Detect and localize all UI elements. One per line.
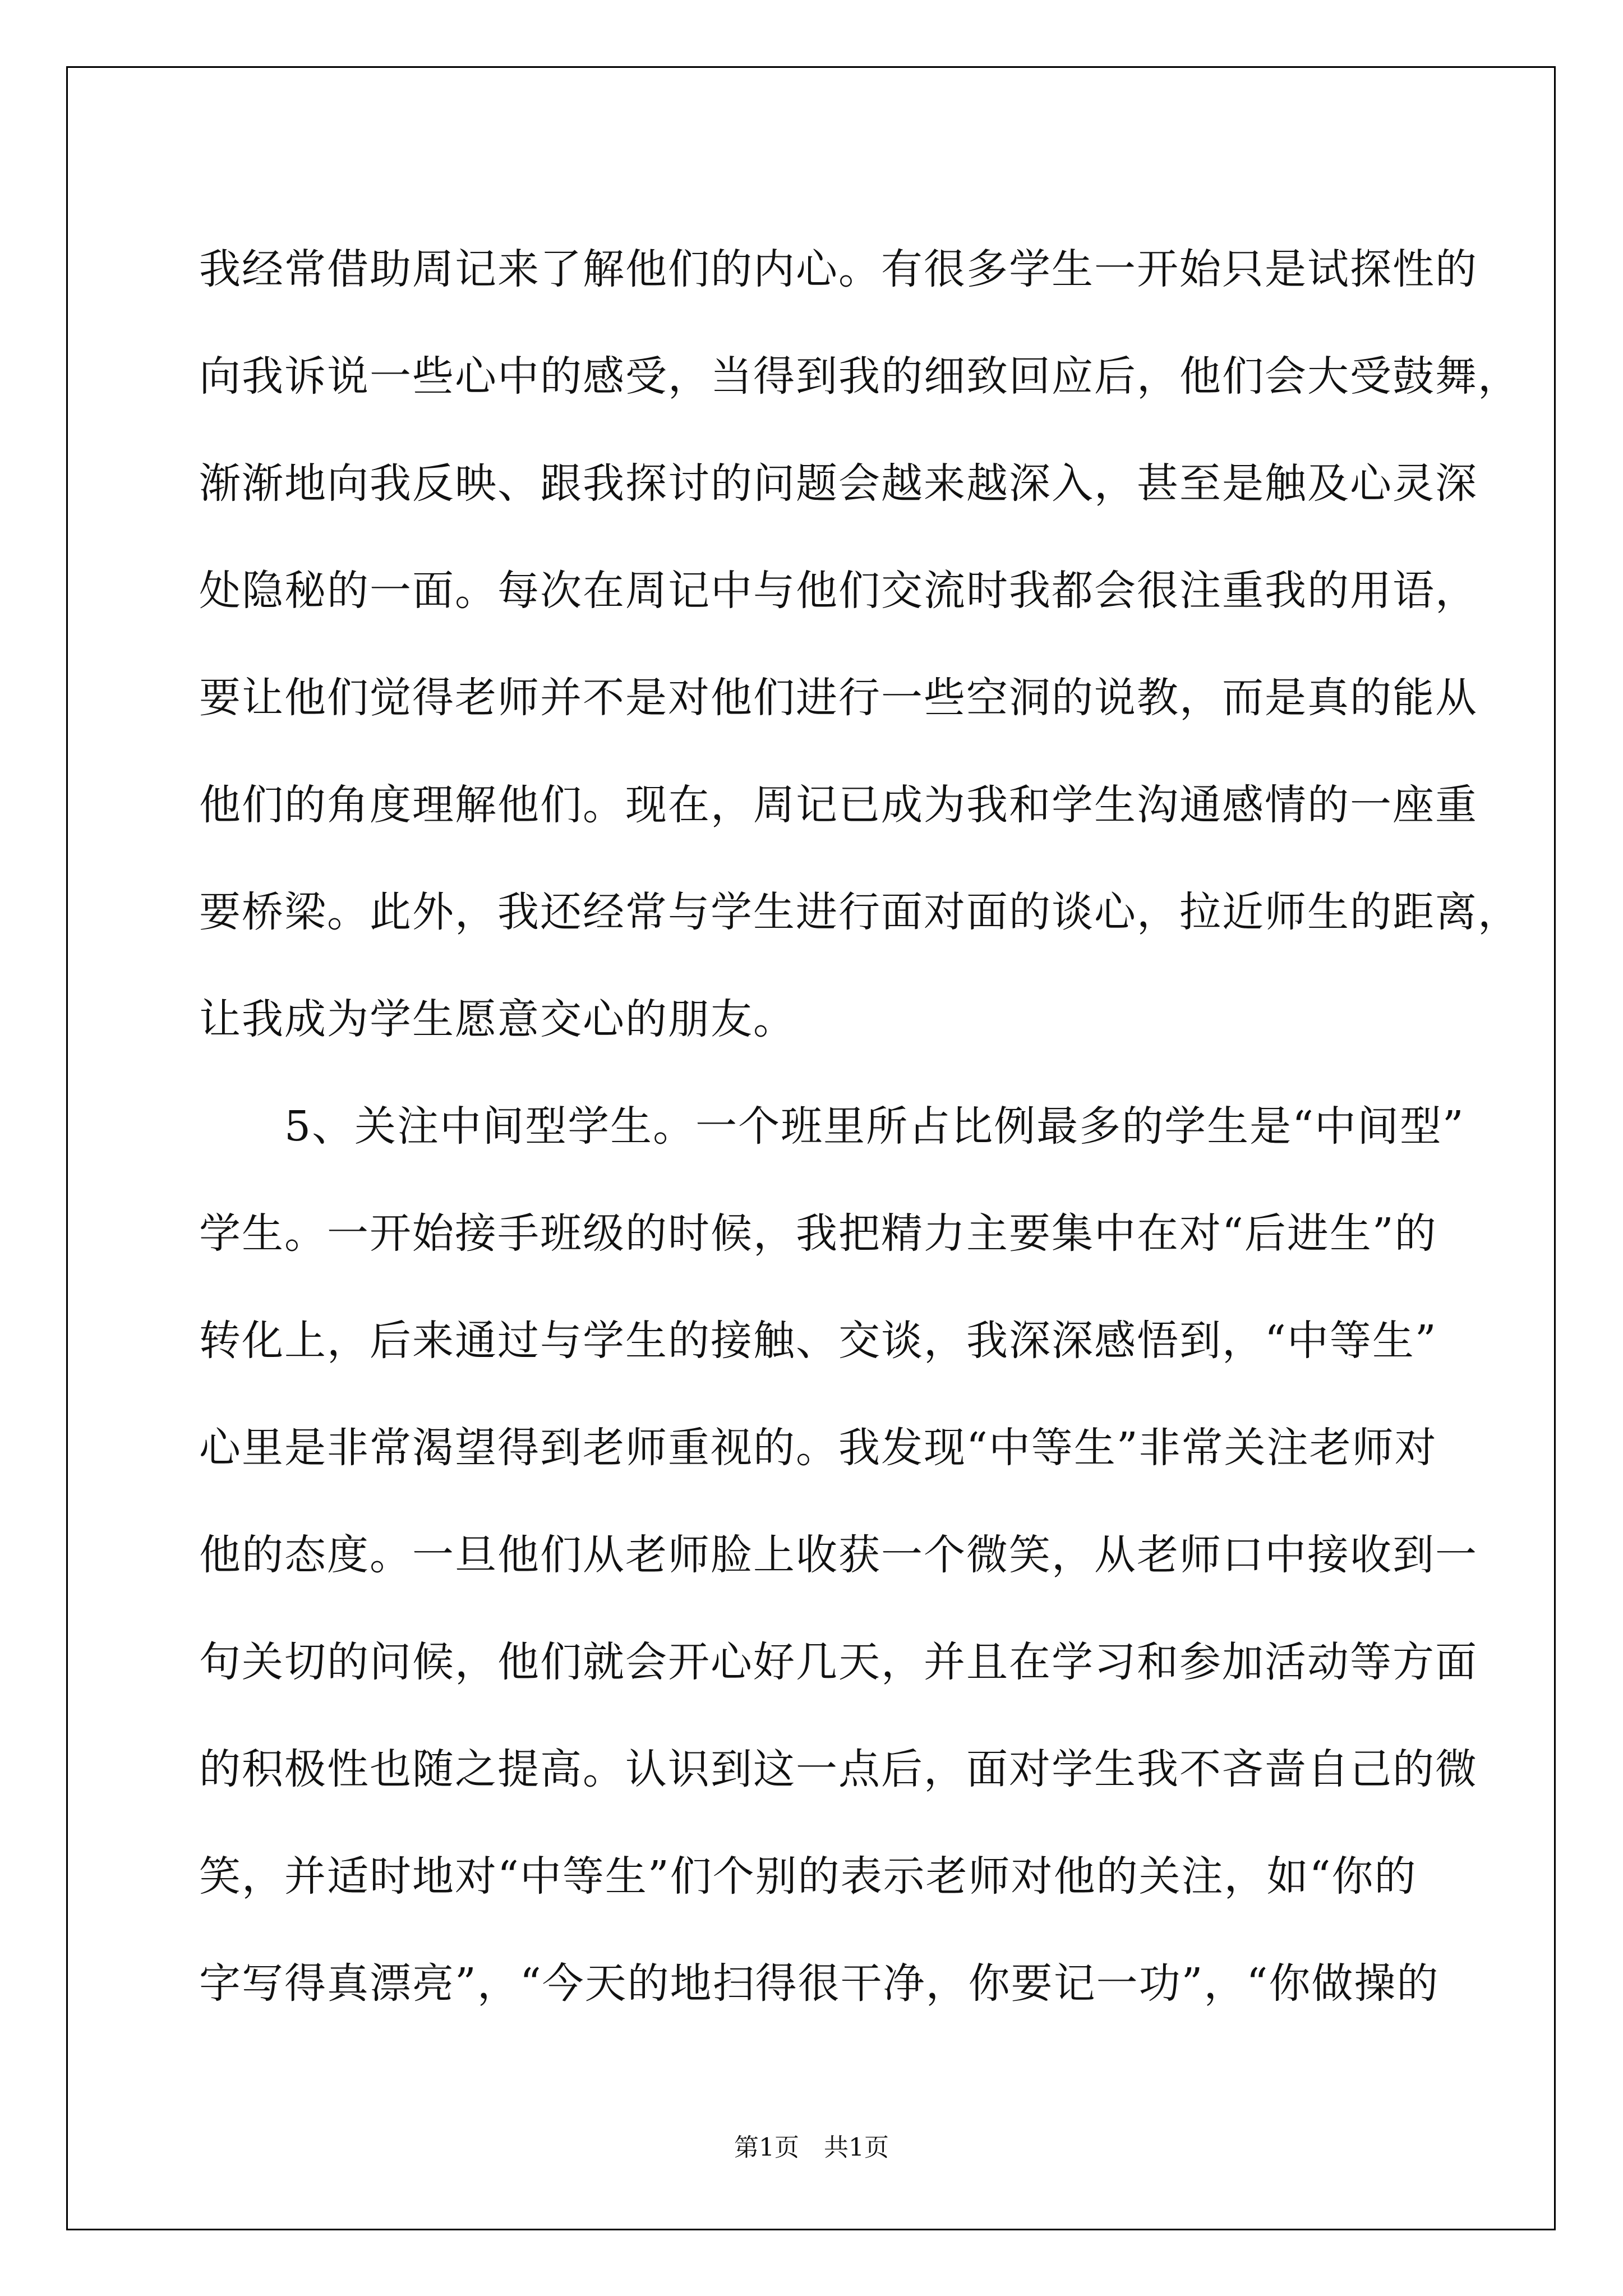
page-footer <box>0 2127 1623 2163</box>
text-line: 渐渐地向我反映、跟我探讨的问题会越来越深入，甚至是触及心灵深 <box>199 459 1478 508</box>
text-line: 笑，并适时地对“中等生”们个别的表示老师对他的关注，如“你的 <box>199 1852 1417 1901</box>
text-line: 句关切的问候，他们就会开心好几天，并且在学习和参加活动等方面 <box>199 1638 1478 1686</box>
page-total: 共1页 <box>824 2133 889 2162</box>
text-line: 我经常借助周记来了解他们的内心。有很多学生一开始只是试探性的 <box>199 245 1478 293</box>
text-line: 让我成为学生愿意交心的朋友。 <box>199 995 796 1043</box>
body-text <box>199 216 1520 2037</box>
text-line: 5、关注中间型学生。一个班里所占比例最多的学生是“中间型” <box>199 1102 1465 1151</box>
text-line: 他们的角度理解他们。现在，周记已成为我和学生沟通感情的一座重 <box>199 781 1478 829</box>
text-line: 向我诉说一些心中的感受，当得到我的细致回应后，他们会大受鼓舞， <box>199 352 1520 401</box>
text-line: 转化上，后来通过与学生的接触、交谈，我深深感悟到，“中等生” <box>199 1317 1437 1365</box>
text-line: 他的态度。一旦他们从老师脸上收获一个微笑，从老师口中接收到一 <box>199 1531 1478 1579</box>
page-number: 第1页 <box>734 2133 799 2162</box>
text-line: 的积极性也随之提高。认识到这一点后，面对学生我不吝啬自己的微 <box>199 1745 1478 1793</box>
text-line: 字写得真漂亮”，“今天的地扫得很干净，你要记一功”，“你做操的 <box>199 1959 1440 2008</box>
text-line: 处隐秘的一面。每次在周记中与他们交流时我都会很注重我的用语， <box>199 567 1478 615</box>
text-line: 要让他们觉得老师并不是对他们进行一些空洞的说教，而是真的能从 <box>199 674 1478 722</box>
text-line: 心里是非常渴望得到老师重视的。我发现“中等生”非常关注老师对 <box>199 1424 1437 1472</box>
text-line: 学生。一开始接手班级的时候，我把精力主要集中在对“后进生”的 <box>199 1209 1437 1258</box>
text-line: 要桥梁。此外，我还经常与学生进行面对面的谈心，拉近师生的距离， <box>199 888 1520 936</box>
